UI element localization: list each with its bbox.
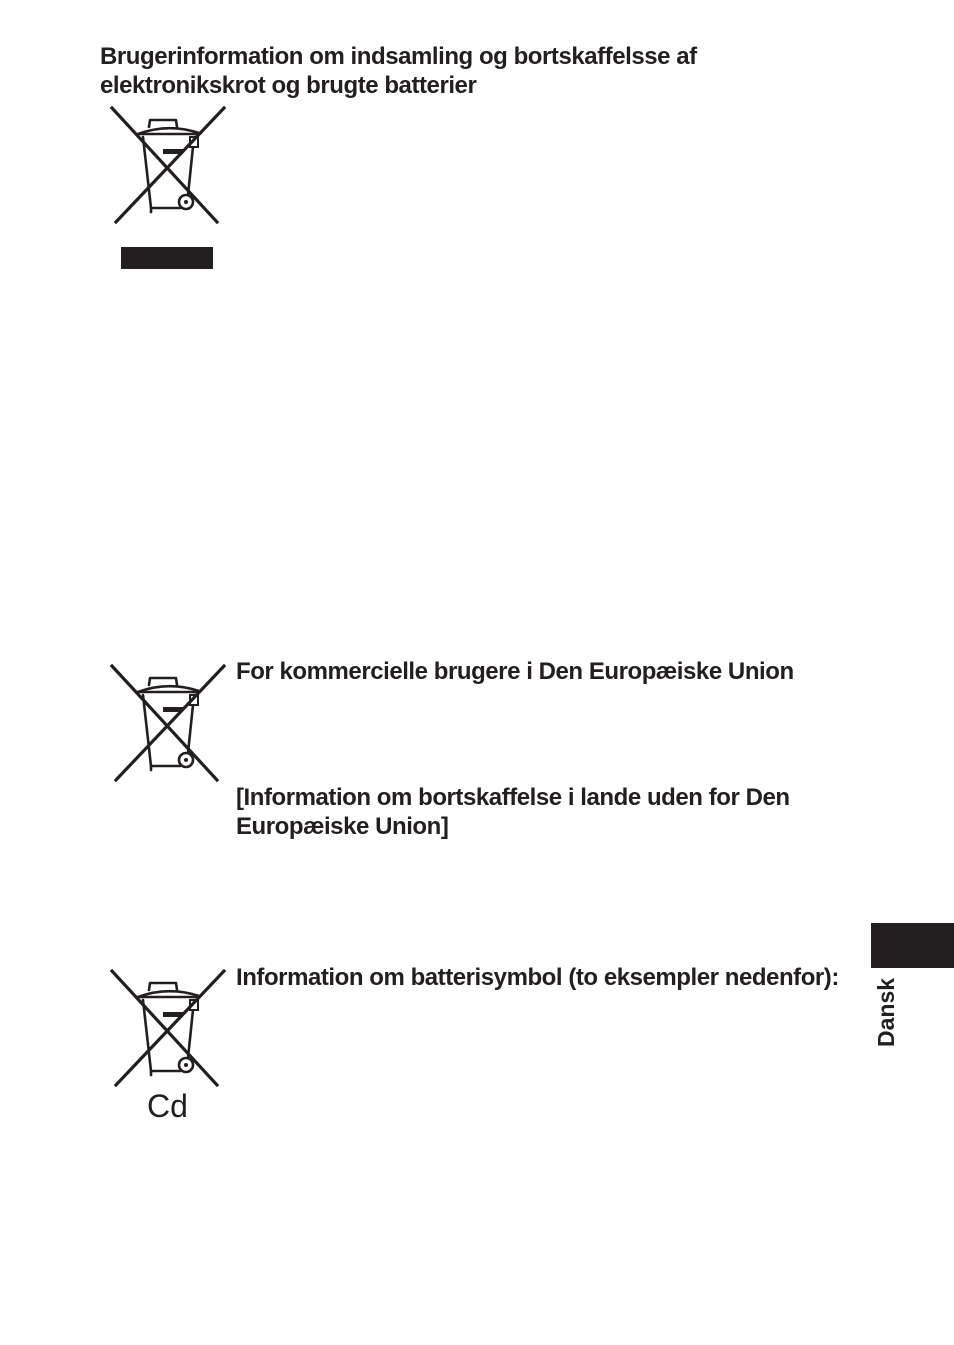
crossed-out-wheeled-bin-icon: [110, 664, 226, 784]
weee-section-title: [100, 42, 697, 100]
black-bar-marking: [121, 247, 213, 269]
weee-title-line-1: Brugerinformation om indsamling og bortskaffelsse af: [100, 43, 697, 70]
battery-symbol-title-text: Information om batterisymbol (to eksempler nedenfor):: [236, 964, 839, 991]
outside-eu-title: [236, 783, 790, 841]
battery-symbol-title: [236, 963, 839, 992]
chemical-symbol-label: Cd: [147, 1088, 188, 1124]
weee-title-line-2: elektronikskrot og brugte batterier: [100, 72, 477, 99]
outside-eu-title-line-1: [Information om bortskaffelse i lande uden for Den: [236, 784, 790, 811]
crossed-out-wheeled-bin-icon: [110, 969, 226, 1089]
crossed-out-wheeled-bin-icon: [110, 106, 226, 226]
language-tab-label: Dansk: [873, 977, 899, 1047]
outside-eu-title-line-2: Europæiske Union]: [236, 813, 449, 840]
commercial-users-title-text: For kommercielle brugere i Den Europæiske Union: [236, 658, 794, 685]
commercial-users-title: [236, 657, 794, 686]
language-tab: [871, 923, 954, 968]
